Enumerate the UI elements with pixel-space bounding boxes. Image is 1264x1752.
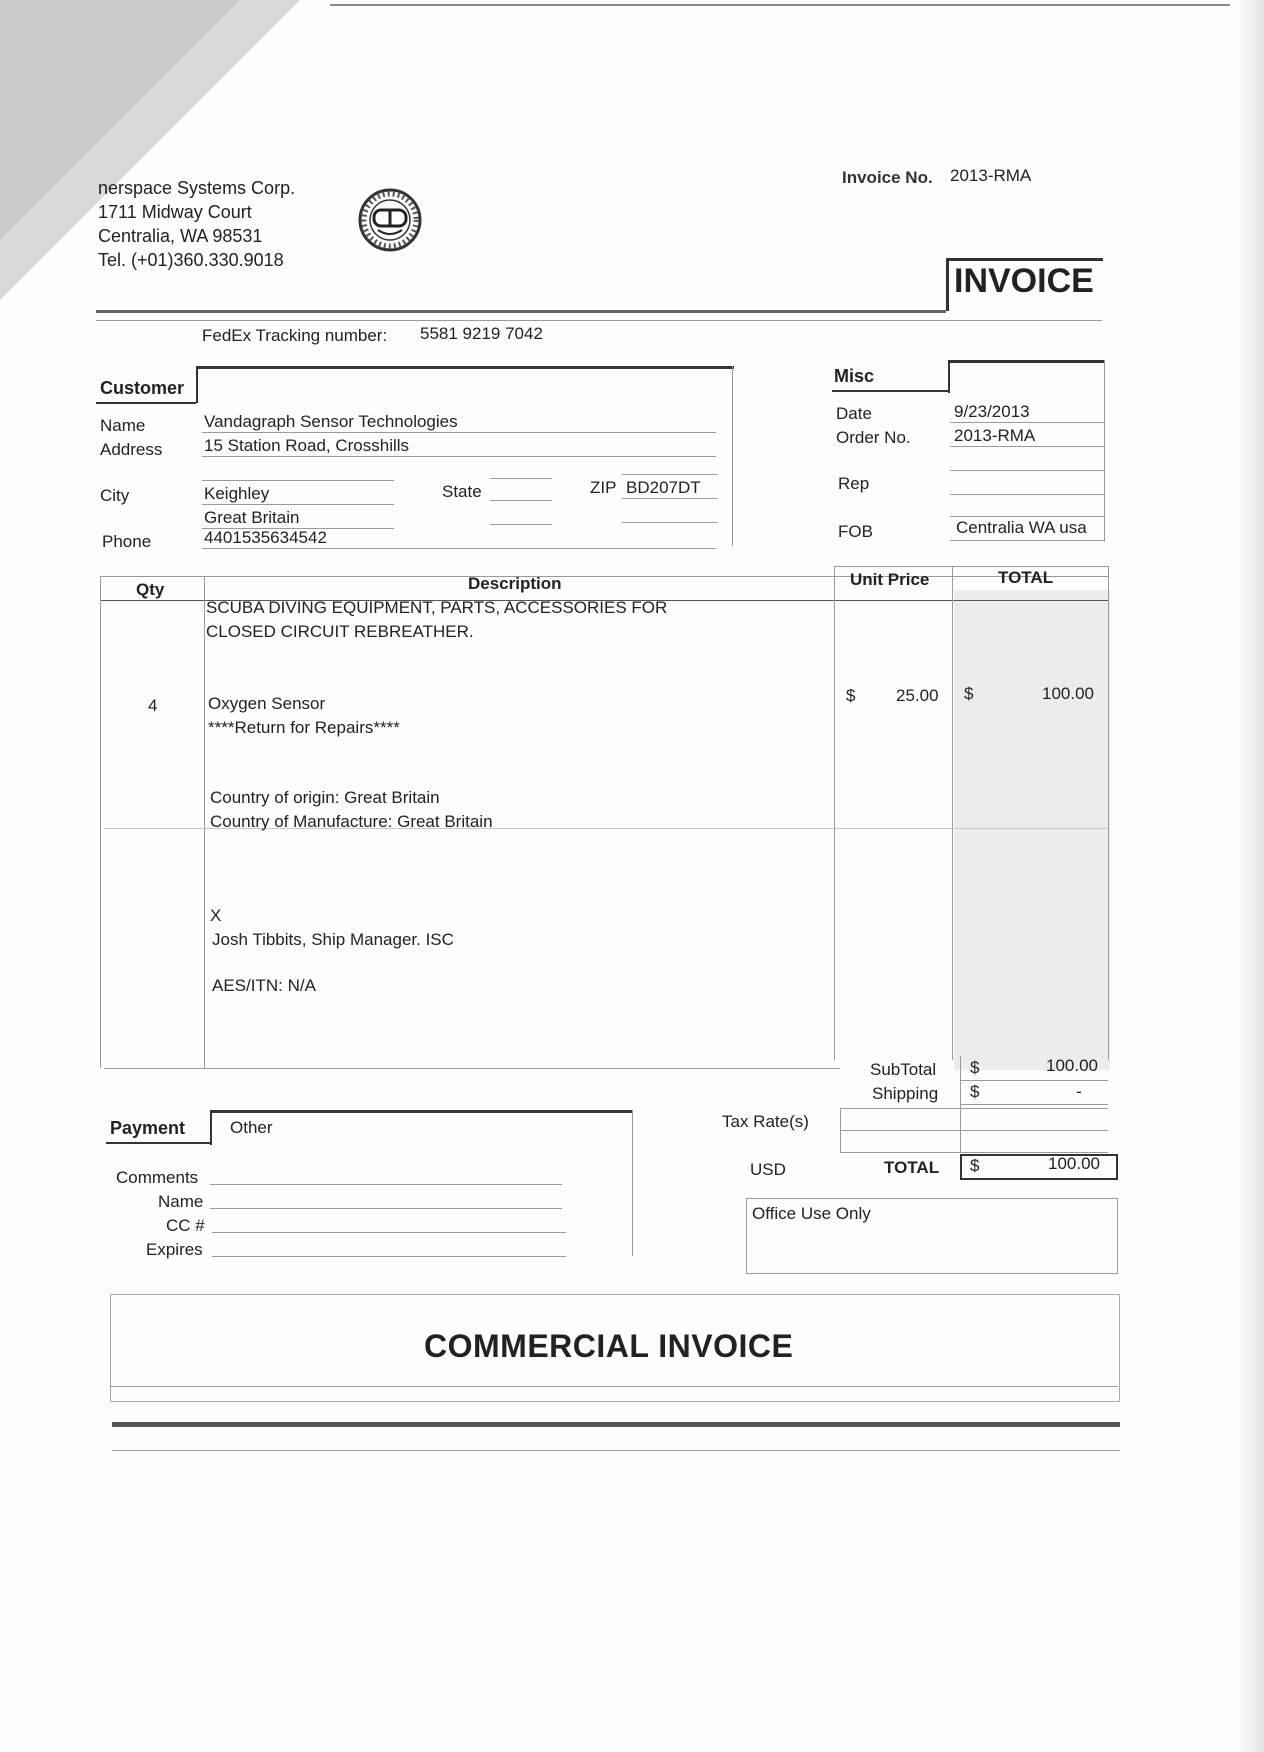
manufacture-line: Country of Manufacture: Great Britain (210, 812, 493, 831)
subtotal-label: SubTotal (870, 1060, 937, 1079)
subtotal-value: 100.00 (1046, 1056, 1098, 1075)
header-qty: Qty (136, 580, 165, 599)
expires-label: Expires (146, 1240, 203, 1259)
customer-zip-topline (622, 474, 718, 475)
signature-mark: X (210, 906, 222, 925)
table-bottom-border (104, 1068, 840, 1069)
total-column-shade (954, 590, 1110, 1070)
misc-rep-topline (950, 470, 1104, 471)
customer-label-underline (96, 402, 196, 404)
misc-fob: Centralia WA usa (956, 518, 1087, 537)
shipping-value: - (1076, 1082, 1082, 1101)
cc-label: CC # (166, 1216, 205, 1235)
payment-tab (210, 1110, 632, 1145)
misc-fob-line (950, 540, 1104, 541)
customer-phone: 4401535634542 (204, 528, 327, 547)
tracking-label: FedEx Tracking number: (202, 326, 388, 345)
item-total-currency: $ (964, 684, 974, 703)
header-rule-thin (96, 320, 1102, 321)
payment-right-border (632, 1110, 633, 1256)
customer-address-line (202, 456, 716, 457)
item-total: 100.00 (1042, 684, 1094, 703)
subtotal-line (960, 1080, 1108, 1081)
misc-rep-label: Rep (838, 474, 870, 493)
misc-fob-label: FOB (838, 522, 873, 541)
grand-total-label: TOTAL (884, 1158, 940, 1177)
customer-name-line (202, 432, 716, 433)
item-note: ****Return for Repairs**** (208, 718, 400, 737)
invoice-no-label: Invoice No. (842, 168, 933, 187)
currency-label: USD (750, 1160, 786, 1179)
customer-tab (196, 366, 734, 403)
comments-line (210, 1184, 562, 1185)
payment-name-label: Name (158, 1192, 204, 1211)
customer-address: 15 Station Road, Crosshills (204, 436, 410, 455)
item-qty: 4 (148, 696, 158, 715)
misc-date-label: Date (836, 404, 872, 423)
customer-state-label: State (442, 482, 482, 501)
tax-box-mid (840, 1130, 1108, 1131)
description-intro-line1: SCUBA DIVING EQUIPMENT, PARTS, ACCESSORIES FOR (206, 598, 668, 617)
tax-rate-label: Tax Rate(s) (722, 1112, 809, 1131)
customer-phone-label: Phone (102, 532, 152, 551)
customer-city: Keighley (204, 484, 270, 503)
customer-zip-line2 (622, 522, 718, 523)
customer-name: Vandagraph Sensor Technologies (204, 412, 458, 431)
payment-name-line (210, 1208, 562, 1209)
table-top-border (100, 576, 1108, 577)
customer-section-label: Customer (100, 378, 185, 398)
subtotal-currency: $ (970, 1058, 980, 1077)
misc-date-line (950, 422, 1104, 423)
table-desc-divider (834, 566, 835, 1060)
misc-order-line (950, 446, 1104, 447)
footer-thin-rule (112, 1450, 1120, 1451)
misc-label-underline (832, 390, 948, 392)
table-left-border (100, 576, 101, 1068)
header-description: Description (468, 574, 562, 593)
top-edge-line (330, 4, 1230, 6)
office-use-label: Office Use Only (752, 1204, 871, 1223)
table-qty-divider (204, 576, 205, 1068)
customer-zip: BD207DT (626, 478, 701, 497)
cc-line (212, 1232, 566, 1233)
commercial-invoice-title: COMMERCIAL INVOICE (424, 1328, 794, 1364)
company-tel: Tel. (+01)360.330.9018 (98, 250, 284, 270)
tax-box-left (840, 1108, 841, 1152)
header-total: TOTAL (998, 568, 1054, 587)
customer-right-border (732, 366, 733, 546)
misc-rep-line (950, 494, 1104, 495)
payment-label-underline (106, 1142, 210, 1144)
item-name: Oxygen Sensor (208, 694, 326, 713)
company-logo (340, 180, 440, 260)
customer-state-line (490, 500, 552, 501)
misc-section-label: Misc (834, 366, 875, 386)
company-city: Centralia, WA 98531 (98, 226, 263, 246)
customer-zip-line (622, 498, 718, 499)
comments-label: Comments (116, 1168, 199, 1187)
expires-line (212, 1256, 566, 1257)
item-unit-currency: $ (846, 686, 856, 705)
item-unit-price: 25.00 (896, 686, 939, 705)
invoice-no-value: 2013-RMA (950, 166, 1032, 185)
table-header-top-right (834, 566, 1108, 567)
table-price-divider (952, 566, 953, 1060)
origin-line: Country of origin: Great Britain (210, 788, 440, 807)
grand-total-currency: $ (970, 1156, 980, 1175)
customer-phone-line (202, 548, 716, 549)
scan-edge (1238, 0, 1264, 1752)
footer-thick-rule (112, 1422, 1120, 1427)
shipping-currency: $ (970, 1082, 980, 1101)
tax-box-divider (960, 1056, 961, 1152)
misc-date: 9/23/2013 (954, 402, 1030, 421)
signer-name: Josh Tibbits, Ship Manager. ISC (212, 930, 454, 949)
customer-address-label: Address (100, 440, 163, 459)
header-unit-price: Unit Price (850, 570, 930, 589)
tax-box-top (840, 1108, 1108, 1109)
tax-box-bottom (840, 1152, 1108, 1153)
misc-order-label: Order No. (836, 428, 911, 447)
customer-name-label: Name (100, 416, 146, 435)
misc-tab (948, 360, 1104, 393)
invoice-title: INVOICE (954, 262, 1094, 300)
payment-section-label: Payment (110, 1118, 186, 1138)
customer-city-label: City (100, 486, 130, 505)
grand-total-value: 100.00 (1048, 1154, 1100, 1173)
customer-country: Great Britain (204, 508, 300, 527)
shipping-label: Shipping (872, 1084, 939, 1103)
customer-state-topline (490, 478, 552, 479)
aes-itn: AES/ITN: N/A (212, 976, 316, 995)
header-rule (96, 310, 946, 313)
footer-inner-line (110, 1386, 1118, 1387)
company-name: nerspace Systems Corp. (98, 178, 296, 198)
customer-city-line (202, 504, 394, 505)
misc-right-border (1104, 360, 1105, 542)
shipping-line (960, 1104, 1108, 1105)
customer-state-line2 (490, 524, 552, 525)
misc-order: 2013-RMA (954, 426, 1036, 445)
tracking-number: 5581 9219 7042 (420, 324, 543, 343)
payment-method: Other (230, 1118, 273, 1137)
description-intro-line2: CLOSED CIRCUIT REBREATHER. (206, 622, 474, 641)
customer-city-topline (202, 480, 394, 481)
table-right-border (1108, 566, 1109, 1060)
misc-fob-topline (950, 516, 1104, 517)
company-street: 1711 Midway Court (98, 202, 252, 222)
customer-zip-label: ZIP (590, 478, 617, 497)
